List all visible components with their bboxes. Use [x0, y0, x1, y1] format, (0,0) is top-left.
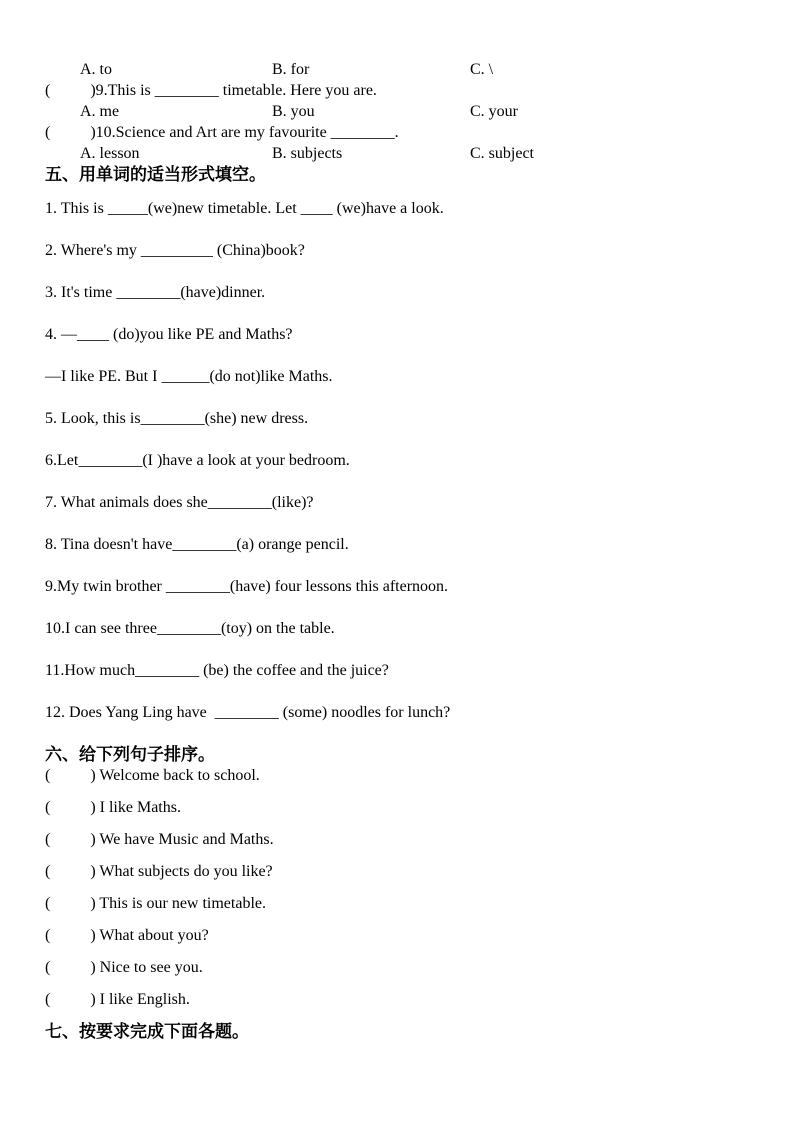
order-item-3: ( ) We have Music and Maths. [45, 831, 274, 848]
choice-option-c: C. subject [470, 145, 534, 162]
choice-option-b: B. you [272, 103, 315, 120]
choice-options-row [80, 101, 763, 122]
choice-options-row [80, 59, 763, 80]
choice-option-b: B. subjects [272, 145, 343, 162]
order-item-8: ( ) I like English. [45, 991, 190, 1008]
fill-blank-item-7: 7. What animals does she________(like)? [45, 494, 314, 511]
choice-options-row [80, 143, 763, 164]
fill-blank-item-9: 9.My twin brother ________(have) four lessons this afternoon. [45, 578, 449, 595]
choice-question-10: ( )10.Science and Art are my favourite ________. [45, 124, 399, 141]
order-item-4: ( ) What subjects do you like? [45, 863, 273, 880]
choice-option-a: A. lesson [80, 145, 140, 162]
fill-blank-item-1: 1. This is _____(we)new timetable. Let ____ (we)have a look. [45, 200, 444, 217]
fill-blank-item-4-reply: —I like PE. But I ______(do not)like Maths. [45, 368, 333, 385]
order-item-2: ( ) I like Maths. [45, 799, 181, 816]
choice-option-a: A. me [80, 103, 120, 120]
fill-blank-item-10: 10.I can see three________(toy) on the table. [45, 620, 335, 637]
fill-blank-item-4: 4. —____ (do)you like PE and Maths? [45, 326, 293, 343]
choice-question-9: ( )9.This is ________ timetable. Here you are. [45, 82, 377, 99]
order-item-7: ( ) Nice to see you. [45, 959, 203, 976]
fill-blank-item-8: 8. Tina doesn't have________(a) orange pencil. [45, 536, 349, 553]
choice-option-a: A. to [80, 61, 112, 78]
section5-title: 五、用单词的适当形式填空。 [45, 165, 266, 184]
order-item-5: ( ) This is our new timetable. [45, 895, 266, 912]
fill-blank-item-3: 3. It's time ________(have)dinner. [45, 284, 266, 301]
choice-option-b: B. for [272, 61, 310, 78]
fill-blank-item-12: 12. Does Yang Ling have ________ (some) noodles for lunch? [45, 704, 451, 721]
choice-option-c: C. \ [470, 61, 494, 78]
order-item-6: ( ) What about you? [45, 927, 209, 944]
choice-option-c: C. your [470, 103, 518, 120]
section6-title: 六、给下列句子排序。 [45, 745, 215, 764]
fill-blank-item-5: 5. Look, this is________(she) new dress. [45, 410, 309, 427]
fill-blank-item-2: 2. Where's my _________ (China)book? [45, 242, 305, 259]
order-item-1: ( ) Welcome back to school. [45, 767, 260, 784]
fill-blank-item-6: 6.Let________(I )have a look at your bedroom. [45, 452, 350, 469]
section7-title: 七、按要求完成下面各题。 [45, 1022, 249, 1041]
fill-blank-item-11: 11.How much________ (be) the coffee and the juice? [45, 662, 389, 679]
